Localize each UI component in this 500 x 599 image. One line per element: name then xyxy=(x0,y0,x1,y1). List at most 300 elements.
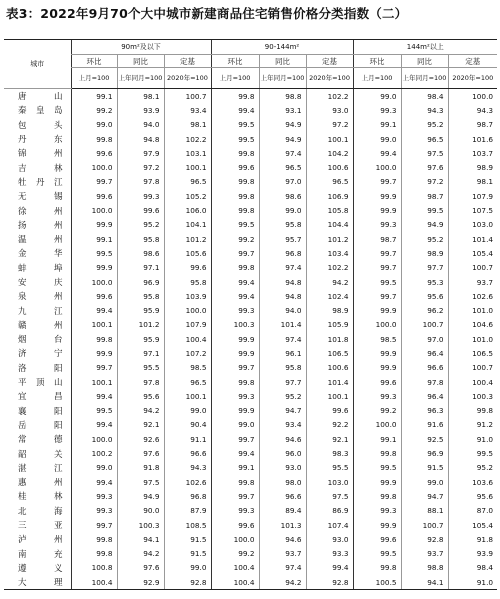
table-row xyxy=(4,218,497,232)
table-row xyxy=(4,189,497,203)
index-value: 98.7 xyxy=(353,232,401,246)
index-value: 99.0 xyxy=(353,89,401,104)
index-value: 100.0 xyxy=(353,318,401,332)
index-value: 105.2 xyxy=(164,189,211,203)
index-value: 100.3 xyxy=(117,518,164,532)
city-name: 温州 xyxy=(18,235,63,246)
index-value: 99.6 xyxy=(306,404,353,418)
city-name: 宜昌 xyxy=(18,392,63,403)
index-value: 95.9 xyxy=(117,303,164,317)
index-value: 97.4 xyxy=(259,261,306,275)
index-value: 95.2 xyxy=(401,118,448,132)
index-value: 98.5 xyxy=(164,361,211,375)
index-value: 94.8 xyxy=(259,289,306,303)
index-value: 94.6 xyxy=(259,532,306,546)
index-value: 104.4 xyxy=(306,218,353,232)
index-value: 107.5 xyxy=(448,203,497,217)
group-header-small: 90m²及以下 xyxy=(71,40,211,55)
index-value: 96.5 xyxy=(259,160,306,174)
table-row xyxy=(4,346,497,360)
index-value: 92.8 xyxy=(164,575,211,590)
index-value: 97.6 xyxy=(117,446,164,460)
index-value: 99.4 xyxy=(211,103,259,117)
table-row xyxy=(4,375,497,389)
index-value: 99.6 xyxy=(353,532,401,546)
index-value: 105.9 xyxy=(306,318,353,332)
index-value: 96.9 xyxy=(117,275,164,289)
index-value: 99.1 xyxy=(71,89,117,104)
index-value: 94.3 xyxy=(401,103,448,117)
table-row xyxy=(4,404,497,418)
index-value: 91.8 xyxy=(448,532,497,546)
index-value: 99.8 xyxy=(211,203,259,217)
index-value: 99.4 xyxy=(211,275,259,289)
city-name: 烟台 xyxy=(18,335,63,346)
index-value: 101.4 xyxy=(259,318,306,332)
index-value: 99.7 xyxy=(353,261,401,275)
index-value: 98.4 xyxy=(401,89,448,104)
table-row xyxy=(4,575,497,590)
index-value: 94.3 xyxy=(448,103,497,117)
metric-header: 定基 xyxy=(448,55,497,68)
index-value: 96.9 xyxy=(401,446,448,460)
index-value: 97.8 xyxy=(401,375,448,389)
city-name: 九江 xyxy=(18,306,63,317)
index-value: 99.3 xyxy=(211,303,259,317)
index-value: 97.0 xyxy=(259,175,306,189)
index-value: 99.0 xyxy=(259,203,306,217)
base-header: 上年同月=100 xyxy=(259,68,306,89)
index-value: 100.1 xyxy=(71,318,117,332)
table-row xyxy=(4,275,497,289)
metric-header: 环比 xyxy=(71,55,117,68)
index-value: 99.5 xyxy=(353,547,401,561)
index-value: 99.3 xyxy=(71,504,117,518)
index-value: 88.1 xyxy=(401,504,448,518)
city-name: 锦州 xyxy=(18,149,63,160)
index-value: 99.2 xyxy=(353,404,401,418)
table-row xyxy=(4,389,497,403)
index-value: 91.6 xyxy=(401,418,448,432)
index-value: 96.0 xyxy=(259,446,306,460)
index-value: 99.9 xyxy=(211,404,259,418)
index-value: 94.2 xyxy=(117,547,164,561)
index-value: 94.9 xyxy=(401,218,448,232)
index-value: 91.5 xyxy=(401,461,448,475)
index-value: 98.1 xyxy=(117,89,164,104)
group-header-medium: 90-144m² xyxy=(211,40,353,55)
index-value: 93.9 xyxy=(448,547,497,561)
index-value: 99.4 xyxy=(306,561,353,575)
table-row xyxy=(4,160,497,174)
index-value: 94.9 xyxy=(259,118,306,132)
index-value: 95.8 xyxy=(164,275,211,289)
table-row xyxy=(4,318,497,332)
index-value: 99.2 xyxy=(211,547,259,561)
index-value: 96.5 xyxy=(164,375,211,389)
table-row xyxy=(4,289,497,303)
index-value: 97.4 xyxy=(259,561,306,575)
index-value: 103.9 xyxy=(164,289,211,303)
index-value: 94.2 xyxy=(306,275,353,289)
index-value: 99.0 xyxy=(401,475,448,489)
index-value: 99.7 xyxy=(353,175,401,189)
table-title: 表3：2022年9月70个大中城市新建商品住宅销售价格分类指数（二） xyxy=(6,6,408,21)
index-value: 100.1 xyxy=(71,375,117,389)
city-name: 南充 xyxy=(18,549,63,560)
index-value: 92.5 xyxy=(401,432,448,446)
index-value: 90.4 xyxy=(164,418,211,432)
index-value: 98.7 xyxy=(448,118,497,132)
index-value: 104.6 xyxy=(448,318,497,332)
metric-header: 定基 xyxy=(164,55,211,68)
index-value: 99.1 xyxy=(353,118,401,132)
index-value: 97.1 xyxy=(117,346,164,360)
table-row xyxy=(4,103,497,117)
index-value: 94.8 xyxy=(259,275,306,289)
index-value: 99.9 xyxy=(353,189,401,203)
index-value: 99.5 xyxy=(448,446,497,460)
city-name: 洛阳 xyxy=(18,363,63,374)
city-name: 牡丹江 xyxy=(18,177,63,188)
index-value: 101.0 xyxy=(448,332,497,346)
index-value: 100.7 xyxy=(401,518,448,532)
index-value: 99.4 xyxy=(353,146,401,160)
index-value: 93.9 xyxy=(117,103,164,117)
index-value: 94.8 xyxy=(117,132,164,146)
index-value: 93.0 xyxy=(306,103,353,117)
index-value: 94.6 xyxy=(259,432,306,446)
index-value: 100.4 xyxy=(211,575,259,590)
metric-header: 环比 xyxy=(353,55,401,68)
index-value: 100.1 xyxy=(306,389,353,403)
index-value: 100.7 xyxy=(448,361,497,375)
index-value: 99.6 xyxy=(117,203,164,217)
index-value: 103.4 xyxy=(306,246,353,260)
metric-header: 环比 xyxy=(211,55,259,68)
index-value: 102.2 xyxy=(306,89,353,104)
city-name: 韶关 xyxy=(18,449,63,460)
index-value: 93.3 xyxy=(306,547,353,561)
index-value: 93.7 xyxy=(448,275,497,289)
index-value: 98.9 xyxy=(306,303,353,317)
index-value: 100.0 xyxy=(71,432,117,446)
base-header: 上月=100 xyxy=(71,68,117,89)
index-value: 87.0 xyxy=(448,504,497,518)
index-value: 105.8 xyxy=(306,203,353,217)
index-value: 99.0 xyxy=(164,404,211,418)
index-value: 95.8 xyxy=(117,232,164,246)
index-value: 100.0 xyxy=(71,203,117,217)
index-value: 102.4 xyxy=(306,289,353,303)
table-row xyxy=(4,175,497,189)
index-value: 93.0 xyxy=(259,461,306,475)
index-value: 95.6 xyxy=(401,289,448,303)
index-value: 94.7 xyxy=(259,404,306,418)
index-value: 95.7 xyxy=(259,232,306,246)
index-value: 95.3 xyxy=(401,275,448,289)
index-value: 97.1 xyxy=(117,261,164,275)
table-row xyxy=(4,418,497,432)
table-row xyxy=(4,132,497,146)
index-value: 107.2 xyxy=(164,346,211,360)
index-value: 100.5 xyxy=(353,575,401,590)
table-row xyxy=(4,261,497,275)
index-value: 98.6 xyxy=(117,246,164,260)
index-value: 99.8 xyxy=(353,561,401,575)
index-value: 106.5 xyxy=(448,346,497,360)
index-value: 105.4 xyxy=(448,518,497,532)
base-header: 上年同月=100 xyxy=(401,68,448,89)
metric-header: 同比 xyxy=(259,55,306,68)
index-value: 100.3 xyxy=(211,318,259,332)
city-name: 无锡 xyxy=(18,192,63,203)
index-value: 92.8 xyxy=(401,532,448,546)
table-row xyxy=(4,518,497,532)
index-value: 99.5 xyxy=(71,404,117,418)
index-value: 99.9 xyxy=(353,303,401,317)
index-value: 99.2 xyxy=(211,232,259,246)
city-column-header: 城市 xyxy=(4,40,71,89)
index-value: 95.8 xyxy=(259,218,306,232)
index-value: 103.0 xyxy=(306,475,353,489)
index-value: 99.8 xyxy=(71,532,117,546)
table-row xyxy=(4,246,497,260)
index-value: 99.8 xyxy=(71,547,117,561)
index-value: 99.3 xyxy=(211,504,259,518)
index-value: 101.4 xyxy=(306,375,353,389)
index-value: 99.1 xyxy=(353,432,401,446)
index-value: 96.6 xyxy=(164,446,211,460)
index-value: 100.7 xyxy=(448,261,497,275)
index-value: 94.1 xyxy=(117,532,164,546)
index-value: 94.9 xyxy=(117,489,164,503)
index-value: 99.4 xyxy=(71,418,117,432)
table-row xyxy=(4,332,497,346)
index-value: 104.2 xyxy=(306,146,353,160)
index-value: 100.3 xyxy=(448,389,497,403)
index-value: 107.9 xyxy=(448,189,497,203)
index-value: 99.8 xyxy=(353,489,401,503)
index-value: 100.0 xyxy=(448,89,497,104)
index-value: 92.6 xyxy=(117,432,164,446)
index-value: 100.7 xyxy=(401,318,448,332)
index-value: 100.4 xyxy=(71,575,117,590)
index-value: 95.8 xyxy=(117,289,164,303)
city-name: 襄阳 xyxy=(18,406,63,417)
index-value: 97.6 xyxy=(117,561,164,575)
index-value: 93.7 xyxy=(401,547,448,561)
index-value: 98.1 xyxy=(448,175,497,189)
index-value: 99.8 xyxy=(211,475,259,489)
index-value: 96.4 xyxy=(401,389,448,403)
index-value: 106.5 xyxy=(306,346,353,360)
index-value: 95.2 xyxy=(448,461,497,475)
city-name: 泸州 xyxy=(18,535,63,546)
index-value: 99.8 xyxy=(448,404,497,418)
table-row xyxy=(4,461,497,475)
index-value: 99.5 xyxy=(353,275,401,289)
index-value: 99.5 xyxy=(211,118,259,132)
index-value: 99.7 xyxy=(71,175,117,189)
city-name: 丹东 xyxy=(18,135,63,146)
index-value: 106.0 xyxy=(164,203,211,217)
index-value: 100.1 xyxy=(164,160,211,174)
index-value: 100.0 xyxy=(211,532,259,546)
table-row xyxy=(4,547,497,561)
city-name: 北海 xyxy=(18,506,63,517)
index-value: 102.2 xyxy=(306,261,353,275)
index-value: 107.4 xyxy=(306,518,353,532)
city-name: 扬州 xyxy=(18,220,63,231)
index-value: 100.4 xyxy=(211,561,259,575)
index-value: 99.8 xyxy=(71,332,117,346)
index-value: 96.5 xyxy=(401,132,448,146)
index-value: 97.2 xyxy=(117,160,164,174)
index-value: 101.6 xyxy=(448,132,497,146)
city-name: 泉州 xyxy=(18,292,63,303)
index-value: 89.4 xyxy=(259,504,306,518)
base-header: 上月=100 xyxy=(211,68,259,89)
city-name: 惠州 xyxy=(18,478,63,489)
index-value: 99.4 xyxy=(211,446,259,460)
city-name: 岳阳 xyxy=(18,420,63,431)
index-value: 100.7 xyxy=(164,89,211,104)
index-value: 100.8 xyxy=(71,561,117,575)
index-value: 100.0 xyxy=(71,160,117,174)
index-value: 104.1 xyxy=(164,218,211,232)
table-body xyxy=(4,89,497,590)
index-value: 101.2 xyxy=(306,232,353,246)
index-value: 102.6 xyxy=(164,475,211,489)
index-value: 97.2 xyxy=(306,118,353,132)
index-value: 92.9 xyxy=(117,575,164,590)
index-value: 95.6 xyxy=(117,389,164,403)
index-value: 99.8 xyxy=(211,375,259,389)
index-value: 99.0 xyxy=(71,461,117,475)
table-row xyxy=(4,303,497,317)
base-header: 上月=100 xyxy=(353,68,401,89)
index-value: 99.3 xyxy=(353,504,401,518)
table-row xyxy=(4,475,497,489)
index-value: 98.8 xyxy=(401,561,448,575)
index-value: 99.5 xyxy=(71,246,117,260)
index-value: 99.1 xyxy=(211,461,259,475)
index-value: 100.1 xyxy=(306,132,353,146)
index-value: 94.2 xyxy=(259,575,306,590)
index-value: 99.0 xyxy=(164,561,211,575)
index-value: 108.5 xyxy=(164,518,211,532)
index-value: 97.8 xyxy=(117,375,164,389)
index-value: 99.8 xyxy=(71,132,117,146)
index-value: 98.7 xyxy=(401,189,448,203)
index-value: 102.6 xyxy=(448,289,497,303)
table-row xyxy=(4,504,497,518)
index-value: 94.0 xyxy=(117,118,164,132)
index-value: 99.0 xyxy=(211,418,259,432)
index-value: 95.6 xyxy=(448,489,497,503)
index-value: 96.6 xyxy=(401,361,448,375)
index-value: 91.5 xyxy=(164,532,211,546)
index-value: 100.0 xyxy=(353,418,401,432)
index-value: 99.9 xyxy=(71,218,117,232)
index-value: 93.4 xyxy=(164,103,211,117)
city-name: 唐山 xyxy=(18,92,63,103)
table-row xyxy=(4,118,497,132)
index-value: 98.9 xyxy=(448,160,497,174)
index-value: 99.6 xyxy=(71,289,117,303)
index-value: 95.5 xyxy=(306,461,353,475)
index-value: 99.6 xyxy=(353,375,401,389)
index-value: 99.5 xyxy=(211,132,259,146)
index-value: 101.3 xyxy=(259,518,306,532)
index-value: 96.4 xyxy=(401,346,448,360)
city-name: 蚌埠 xyxy=(18,263,63,274)
index-value: 100.2 xyxy=(71,446,117,460)
index-value: 95.8 xyxy=(259,361,306,375)
base-header: 2020年=100 xyxy=(164,68,211,89)
index-value: 105.4 xyxy=(448,246,497,260)
index-value: 96.5 xyxy=(306,175,353,189)
index-value: 101.2 xyxy=(164,232,211,246)
index-value: 99.9 xyxy=(353,346,401,360)
table-row xyxy=(4,446,497,460)
index-value: 96.5 xyxy=(164,175,211,189)
index-value: 97.5 xyxy=(401,146,448,160)
index-value: 96.3 xyxy=(401,404,448,418)
index-value: 100.4 xyxy=(164,332,211,346)
index-value: 98.6 xyxy=(259,189,306,203)
index-value: 91.5 xyxy=(164,547,211,561)
index-value: 96.8 xyxy=(259,246,306,260)
index-value: 98.5 xyxy=(353,332,401,346)
index-value: 101.8 xyxy=(306,332,353,346)
metric-header: 同比 xyxy=(117,55,164,68)
index-value: 99.7 xyxy=(211,432,259,446)
index-value: 97.4 xyxy=(259,332,306,346)
index-value: 99.6 xyxy=(71,189,117,203)
index-value: 94.1 xyxy=(401,575,448,590)
index-value: 99.5 xyxy=(211,218,259,232)
index-value: 93.7 xyxy=(259,547,306,561)
index-value: 94.2 xyxy=(117,404,164,418)
index-value: 97.4 xyxy=(259,146,306,160)
index-value: 100.0 xyxy=(164,303,211,317)
table-row xyxy=(4,232,497,246)
index-value: 99.8 xyxy=(211,261,259,275)
index-value: 99.7 xyxy=(71,518,117,532)
index-value: 100.6 xyxy=(306,160,353,174)
index-value: 99.8 xyxy=(211,146,259,160)
index-value: 91.2 xyxy=(448,418,497,432)
index-value: 102.2 xyxy=(164,132,211,146)
index-value: 97.7 xyxy=(401,261,448,275)
index-value: 99.4 xyxy=(71,303,117,317)
table-row xyxy=(4,561,497,575)
table-row xyxy=(4,489,497,503)
base-header: 2020年=100 xyxy=(306,68,353,89)
index-value: 100.0 xyxy=(71,275,117,289)
index-value: 100.4 xyxy=(448,375,497,389)
index-value: 101.4 xyxy=(448,232,497,246)
index-value: 98.1 xyxy=(164,118,211,132)
city-name: 徐州 xyxy=(18,206,63,217)
city-name: 大理 xyxy=(4,575,71,590)
table-row xyxy=(4,532,497,546)
index-value: 105.6 xyxy=(164,246,211,260)
index-value: 99.0 xyxy=(353,132,401,146)
index-value: 99.8 xyxy=(211,189,259,203)
